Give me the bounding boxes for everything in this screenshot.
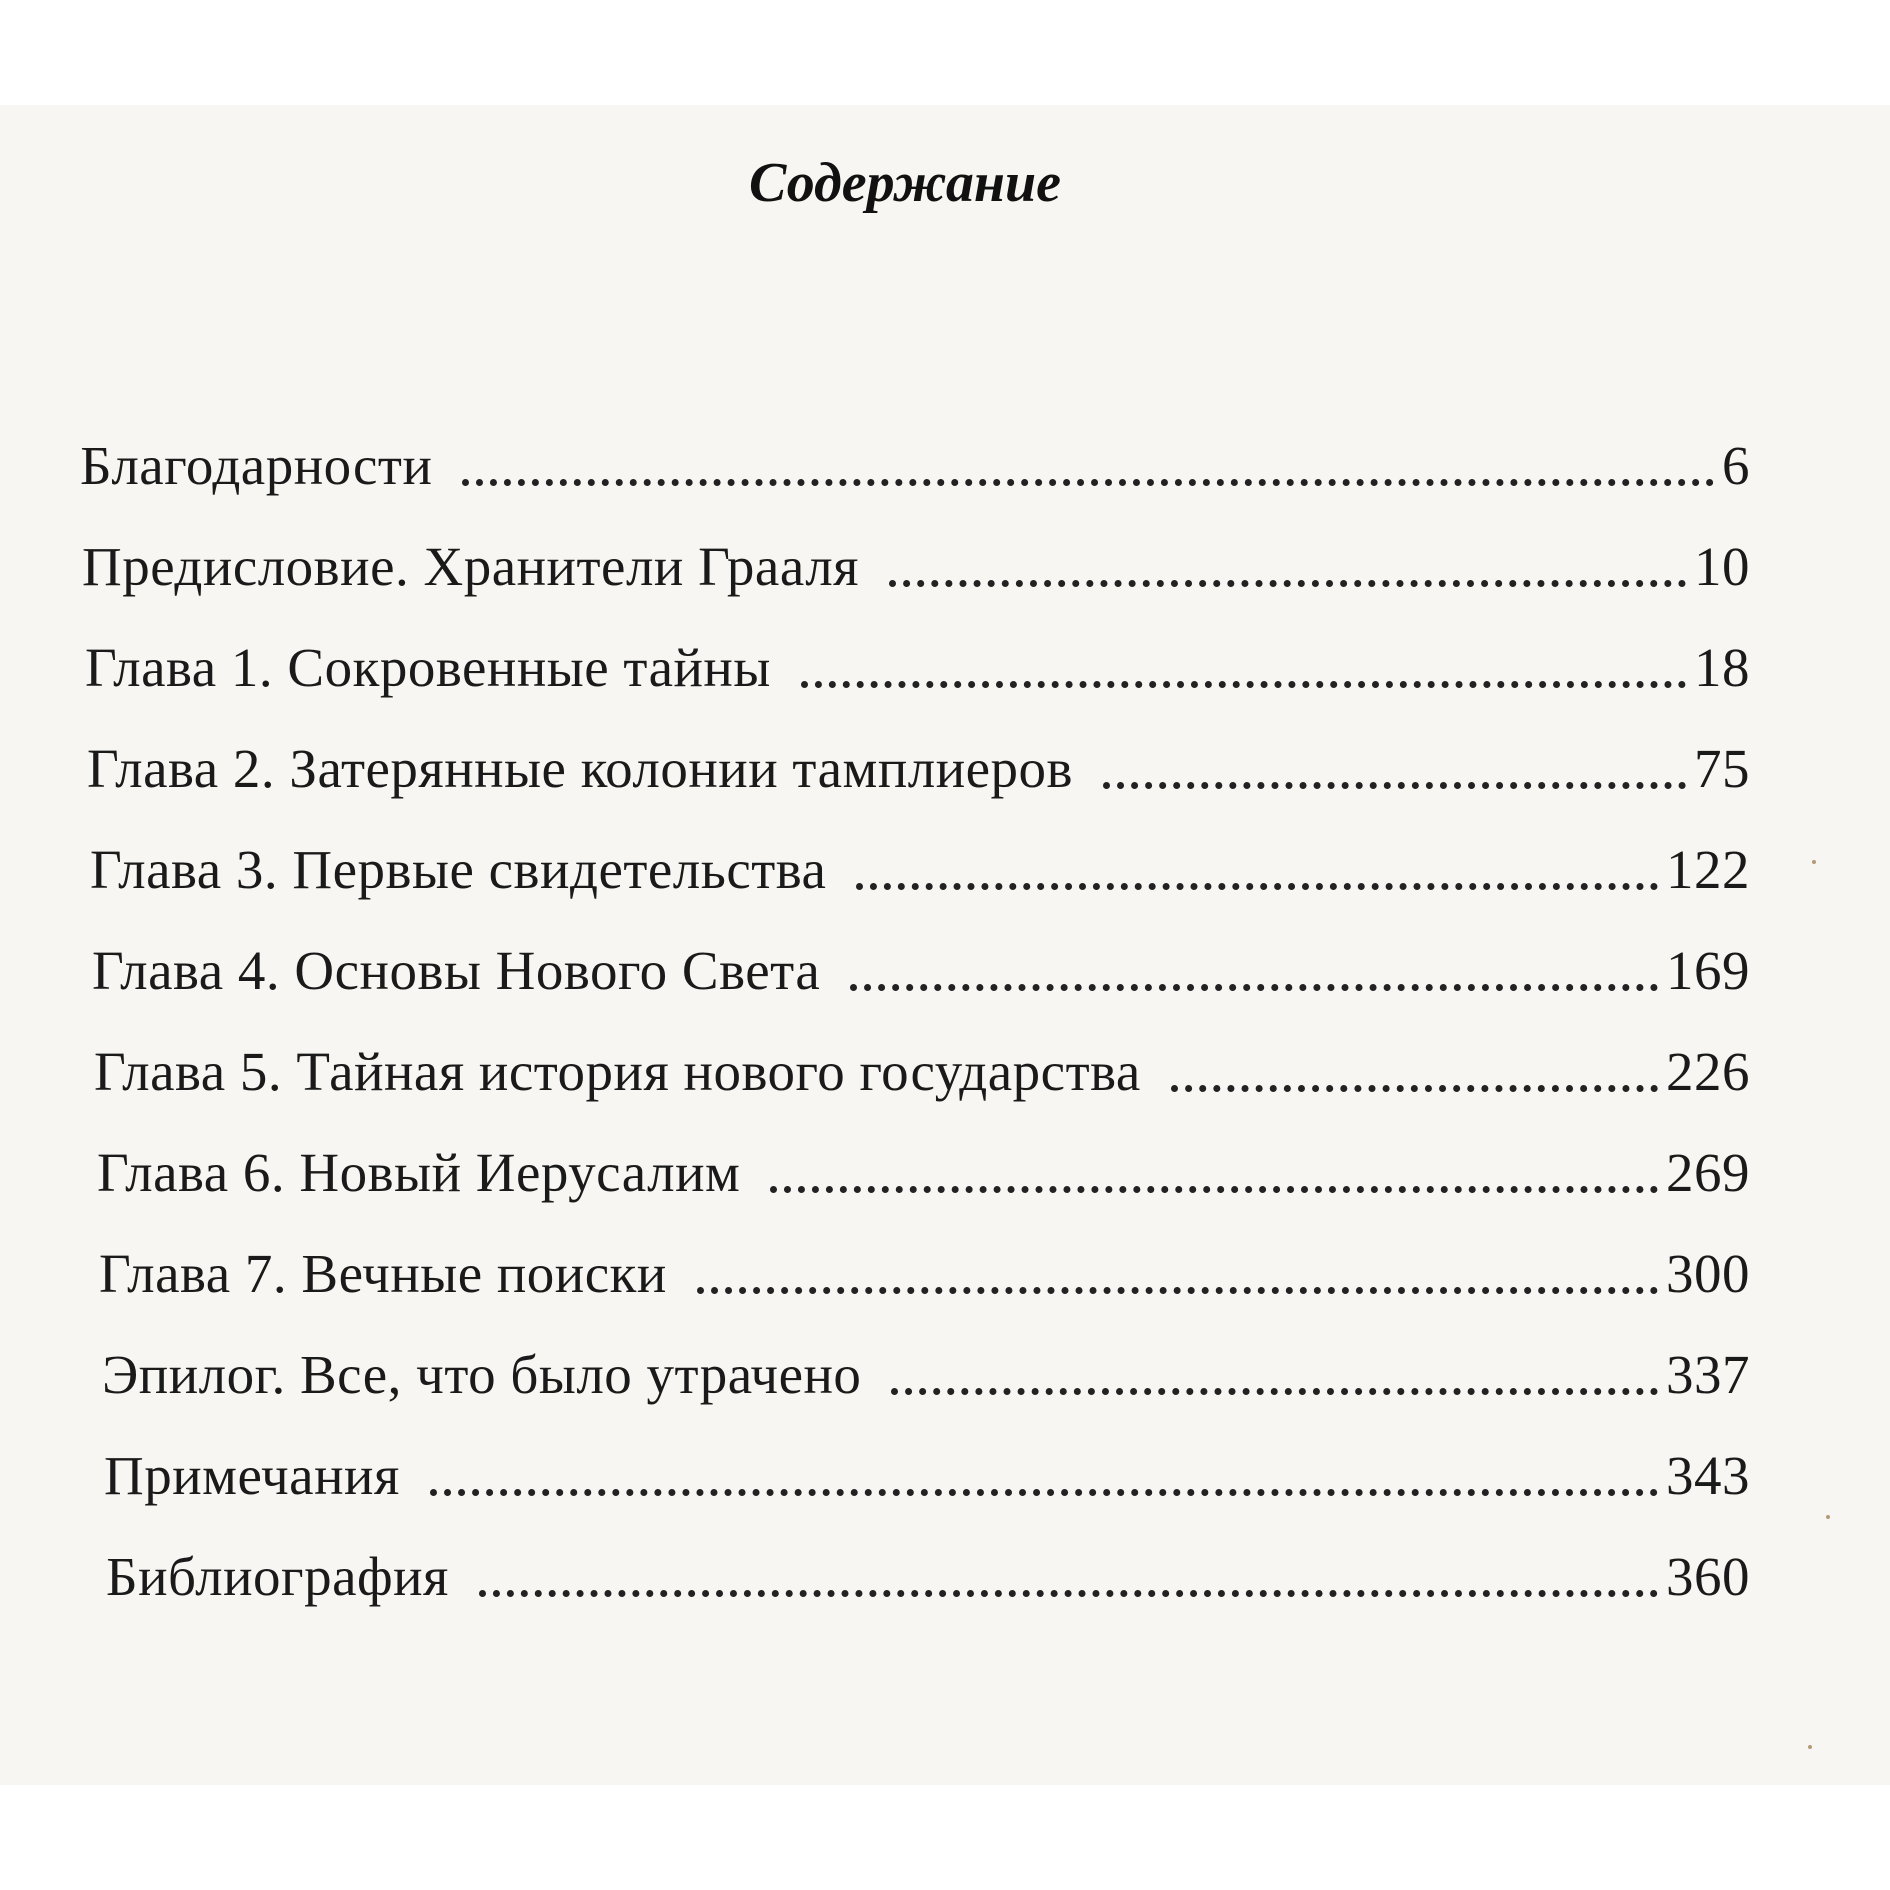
page-title: Содержание [749,152,1061,214]
toc-entry-page-number: 269 [1666,1142,1750,1203]
toc-entry-title: Благодарности [80,435,433,496]
paper-speck [1826,1515,1830,1519]
dot-leader [801,681,1686,688]
dot-leader [697,1287,1658,1294]
toc-entry-title: Предисловие. Хранители Грааля [82,536,859,597]
toc-entry-page-number: 343 [1666,1445,1750,1506]
toc-entry-page-number: 6 [1722,435,1750,496]
dot-leader [770,1186,1658,1193]
paper-speck [1808,1745,1812,1749]
toc-entry[interactable] [92,923,1750,1003]
toc-entry[interactable] [90,822,1750,902]
dot-leader [430,1489,1658,1496]
toc-entry-page-number: 10 [1694,536,1750,597]
toc-entry-title: Глава 6. Новый Иерусалим [97,1142,741,1203]
dot-leader [1103,782,1686,789]
toc-entry[interactable] [104,1428,1750,1508]
dot-leader [891,1388,1658,1395]
dot-leader [889,580,1686,587]
toc-entry-title: Библиография [106,1546,449,1607]
toc-entry-title: Глава 5. Тайная история нового государства [94,1041,1141,1102]
toc-entry-page-number: 18 [1694,637,1750,698]
toc-entry-title: Глава 4. Основы Нового Света [92,940,821,1001]
toc-entry[interactable] [99,1226,1750,1306]
toc-entry-page-number: 360 [1666,1546,1750,1607]
dot-leader [856,883,1658,890]
toc-entry-title: Глава 1. Сокровенные тайны [85,637,771,698]
dot-leader [1171,1085,1658,1092]
toc-entry-title: Эпилог. Все, что было утрачено [102,1344,862,1405]
toc-entry-page-number: 122 [1666,839,1750,900]
toc-entry-page-number: 169 [1666,940,1750,1001]
toc-entry[interactable] [87,721,1750,801]
toc-entry[interactable] [85,620,1750,700]
toc-entry-title: Глава 7. Вечные поиски [99,1243,667,1304]
toc-entry-title: Глава 2. Затерянные колонии тамплиеров [87,738,1074,799]
dot-leader [479,1590,1658,1597]
toc-entry-page-number: 75 [1694,738,1750,799]
toc-entry[interactable] [82,519,1750,599]
dot-leader [850,984,1658,991]
toc-entry-page-number: 226 [1666,1041,1750,1102]
toc-entry[interactable] [80,418,1750,498]
paper-speck [1812,860,1816,864]
toc-entry[interactable] [102,1327,1750,1407]
toc-entry-title: Примечания [104,1445,400,1506]
dot-leader [462,479,1714,486]
toc-entry-page-number: 300 [1666,1243,1750,1304]
toc-entry[interactable] [106,1529,1750,1609]
toc-entry-page-number: 337 [1666,1344,1750,1405]
toc-entry-title: Глава 3. Первые свидетельства [90,839,827,900]
toc-entry[interactable] [97,1125,1750,1205]
toc-entry[interactable] [94,1024,1750,1104]
